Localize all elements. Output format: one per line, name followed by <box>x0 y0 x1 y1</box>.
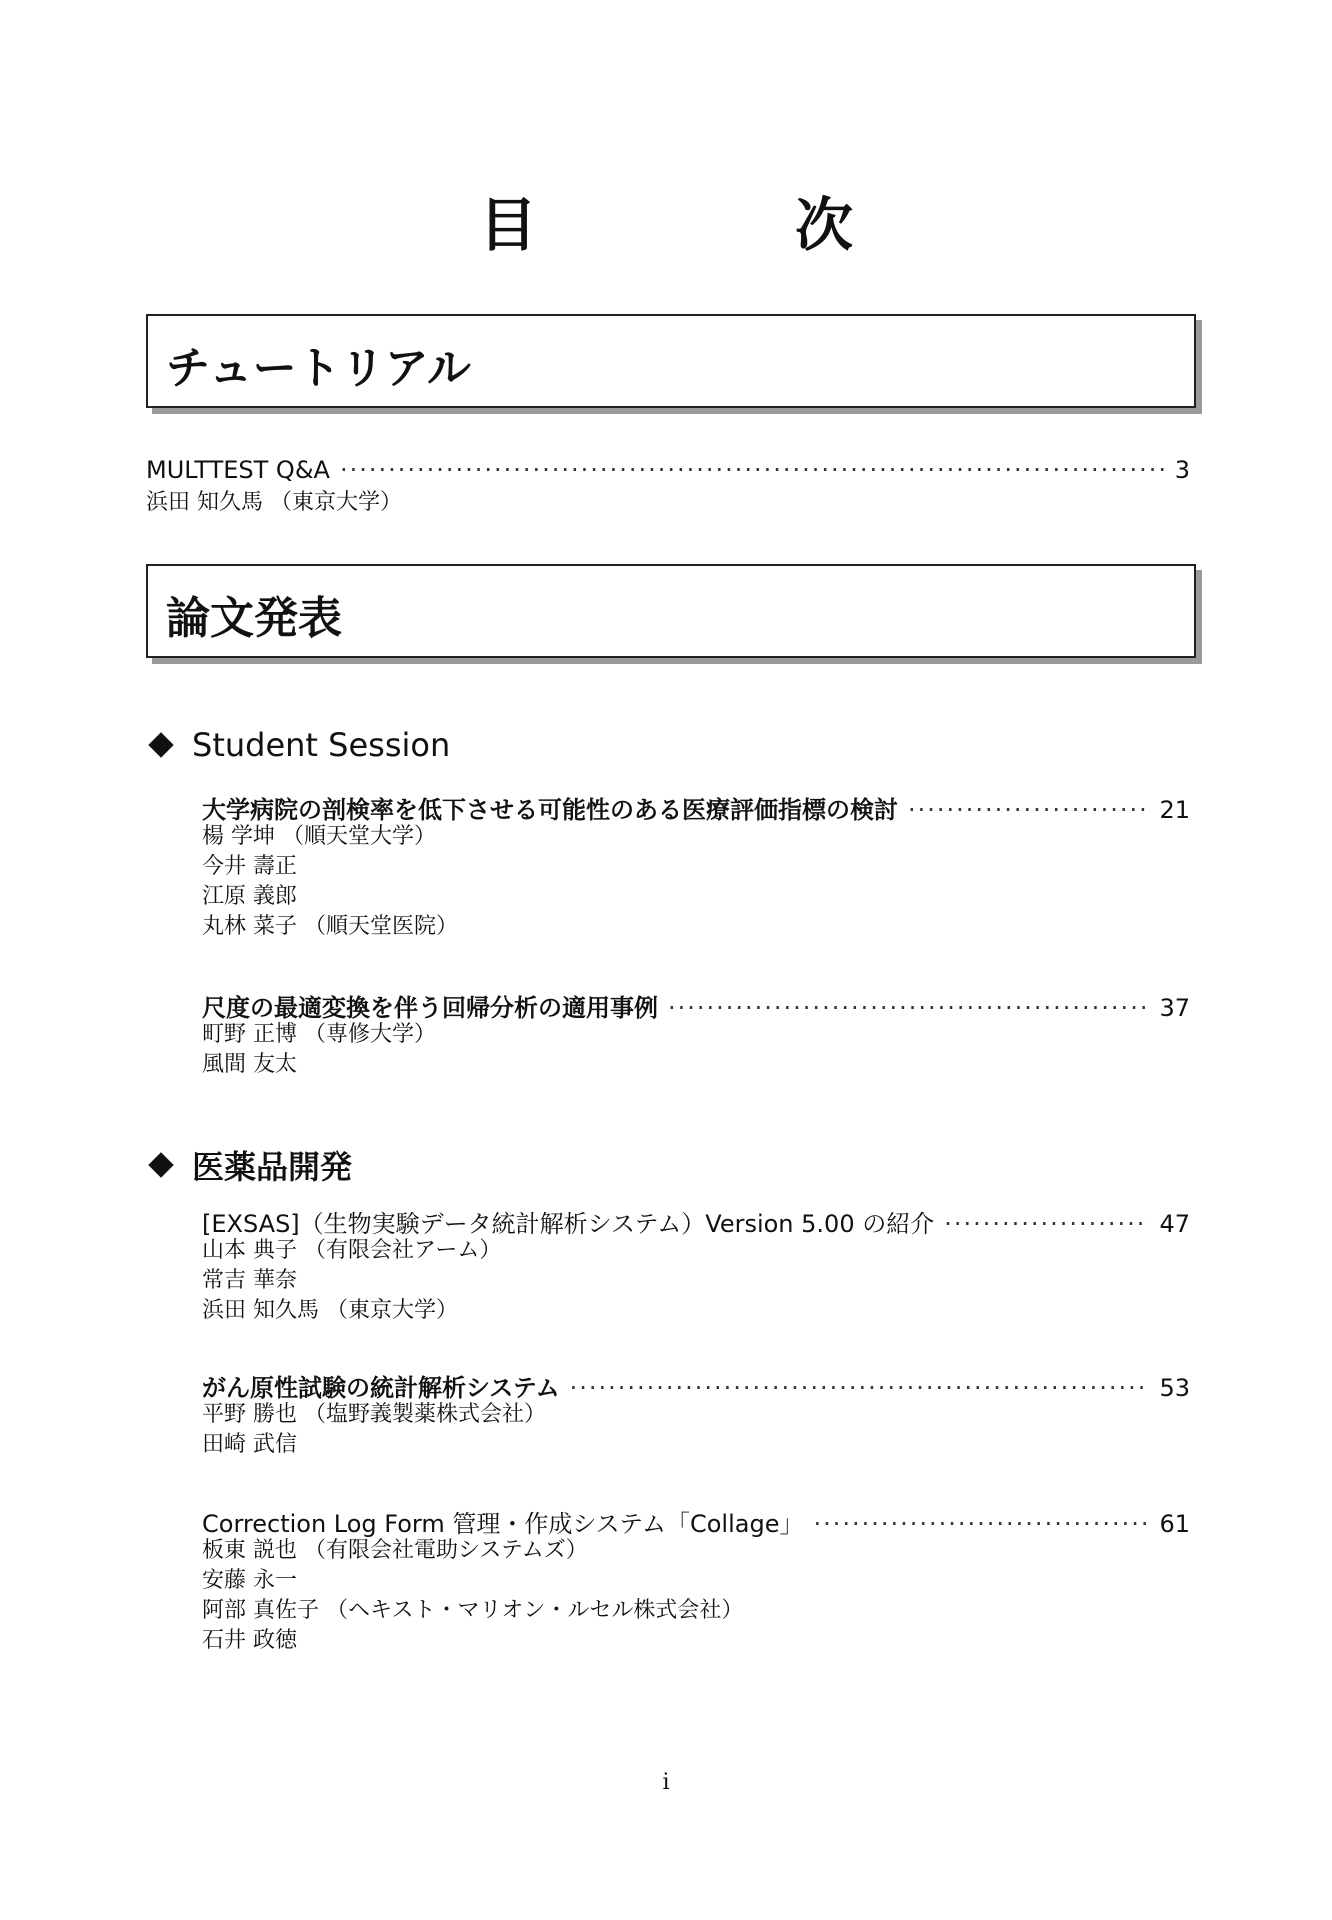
author-line: 板東 説也 （有限会社電助システムズ） <box>202 1538 588 1563</box>
toc-entry-title: MULTTEST Q&A <box>146 456 330 484</box>
author-line: 田崎 武信 <box>202 1432 297 1457</box>
toc-entry-authors <box>146 488 402 518</box>
author-line: 楊 学坤 （順天堂大学） <box>202 824 436 849</box>
page-number: i <box>662 1770 670 1795</box>
author-line: 石井 政徳 <box>202 1628 297 1653</box>
author-line: 平野 勝也 （塩野義製薬株式会社） <box>202 1402 546 1427</box>
diamond-bullet-icon <box>148 1152 173 1177</box>
subsection-heading: 医薬品開発 <box>192 1148 353 1186</box>
subsection-heading: Student Session <box>192 726 451 764</box>
author-line: 阿部 真佐子 （ヘキスト・マリオン・ルセル株式会社） <box>202 1598 744 1623</box>
section-header-papers <box>146 564 1196 658</box>
toc-entry-page: 47 <box>1159 1210 1190 1238</box>
toc-entry-page: 21 <box>1159 796 1190 824</box>
section-header-tutorial <box>146 314 1196 408</box>
author-line: 町野 正博 （専修大学） <box>202 1022 436 1047</box>
subsection-drug-development <box>146 1142 352 1188</box>
diamond-bullet-icon <box>148 732 173 757</box>
leader-dots <box>340 456 1165 484</box>
leader-dots <box>908 796 1149 824</box>
toc-entry-carcinogenicity[interactable] <box>202 1368 1190 1403</box>
toc-entry-optimal-scaling[interactable] <box>202 988 1190 1023</box>
toc-entry-multtest[interactable] <box>146 456 1190 484</box>
author-line: 丸林 菜子 （順天堂医院） <box>202 914 458 939</box>
toc-entry-authors <box>202 1236 501 1326</box>
toc-entry-autopsy-rate[interactable] <box>202 790 1190 825</box>
subsection-student-session <box>146 726 450 764</box>
toc-entry-title: 尺度の最適変換を伴う回帰分析の適用事例 <box>202 994 658 1022</box>
toc-entry-authors <box>202 822 458 942</box>
toc-entry-page: 37 <box>1159 994 1190 1022</box>
leader-dots <box>944 1210 1149 1238</box>
author-line: 今井 壽正 <box>202 854 297 879</box>
author-line: 浜田 知久馬 （東京大学） <box>146 490 402 515</box>
author-line: 江原 義郎 <box>202 884 297 909</box>
toc-entry-title: Correction Log Form 管理・作成システム「Collage」 <box>202 1510 804 1538</box>
toc-entry-collage[interactable] <box>202 1504 1190 1539</box>
section-heading-tutorial: チュートリアル <box>166 343 471 394</box>
toc-entry-authors <box>202 1536 743 1656</box>
author-line: 浜田 知久馬 （東京大学） <box>202 1298 458 1323</box>
leader-dots <box>813 1510 1149 1538</box>
toc-entry-title: 大学病院の剖検率を低下させる可能性のある医療評価指標の検討 <box>202 796 898 824</box>
toc-entry-authors <box>202 1400 546 1460</box>
toc-entry-title: [EXSAS]（生物実験データ統計解析システム）Version 5.00 の紹介 <box>202 1210 935 1238</box>
leader-dots <box>668 994 1149 1022</box>
author-line: 山本 典子 （有限会社アーム） <box>202 1238 502 1263</box>
toc-entry-exsas[interactable] <box>202 1204 1190 1239</box>
toc-entry-page: 53 <box>1159 1374 1190 1402</box>
author-line: 安藤 永一 <box>202 1568 297 1593</box>
toc-entry-title: がん原性試験の統計解析システム <box>202 1374 560 1402</box>
leader-dots <box>570 1374 1150 1402</box>
author-line: 常吉 華奈 <box>202 1268 297 1293</box>
toc-entry-page: 61 <box>1159 1510 1190 1538</box>
toc-entry-authors <box>202 1020 436 1080</box>
toc-entry-page: 3 <box>1174 456 1190 484</box>
section-heading-papers: 論文発表 <box>166 593 342 644</box>
author-line: 風間 友太 <box>202 1052 297 1077</box>
page-title: 目 次 <box>478 191 953 259</box>
